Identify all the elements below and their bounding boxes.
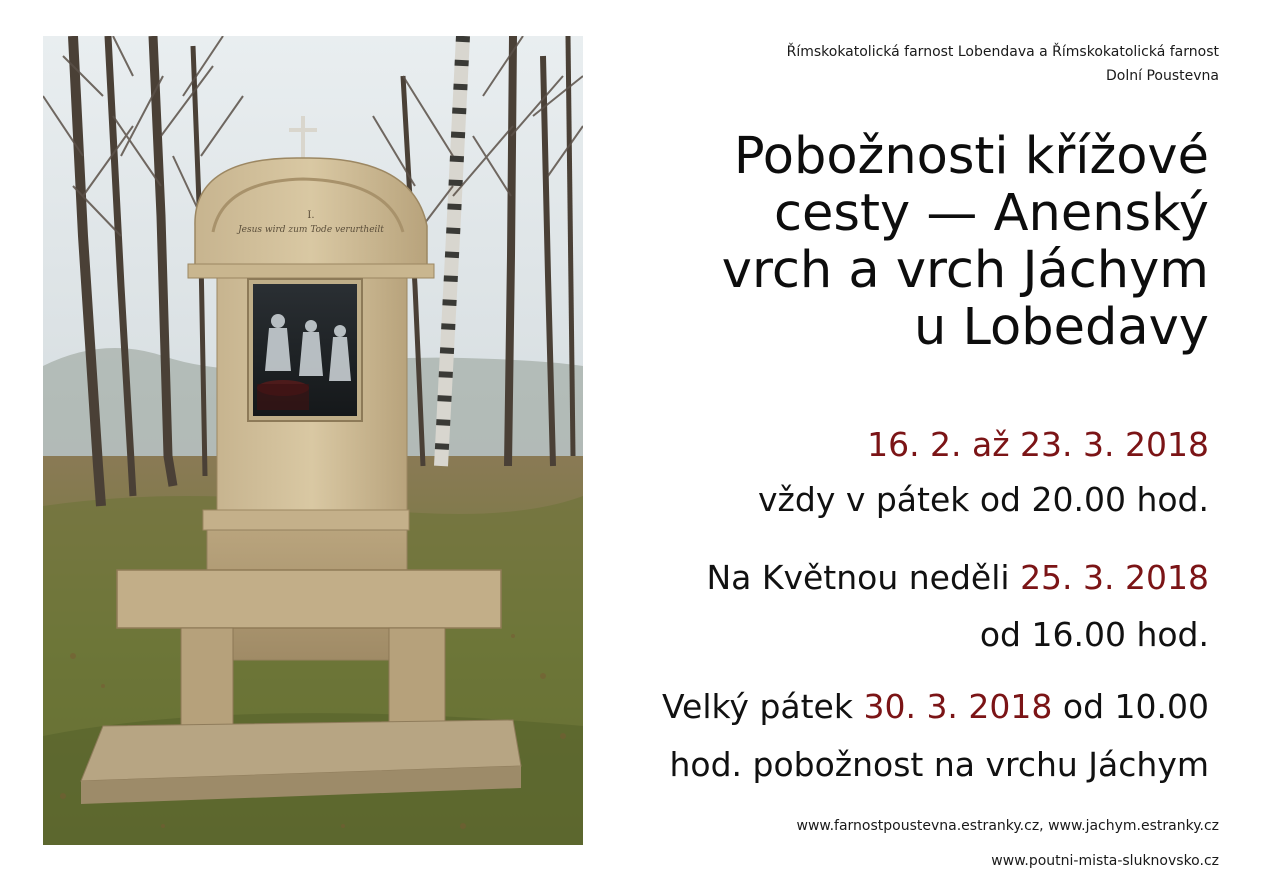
parish-line-1: Římskokatolická farnost Lobendava a Římskokatolická farnost (786, 44, 1219, 60)
good-friday-time: od 10.00 (1052, 687, 1209, 726)
period-detail: vždy v pátek od 20.00 hod. (758, 480, 1209, 519)
good-friday-date: 30. 3. 2018 (863, 687, 1053, 726)
title-line-1: Pobožnosti křížové (733, 127, 1209, 186)
schedule-good-friday (549, 678, 1209, 794)
period-dates: 16. 2. až 23. 3. 2018 (867, 425, 1209, 464)
website-links[interactable]: www.farnostpoustevna.estranky.cz, www.jachym.estranky.cz (796, 818, 1219, 834)
parish-line-2: Dolní Poustevna (1106, 68, 1219, 84)
palm-sunday-line (549, 549, 1209, 606)
palm-sunday-label: Na Květnou neděli (706, 558, 1021, 597)
title-line-4: u Lobedavy (914, 298, 1209, 357)
svg-text:I.: I. (307, 210, 315, 221)
website-link-pilgrimage[interactable]: www.poutni-mista-sluknovsko.cz (991, 853, 1219, 869)
palm-sunday-date: 25. 3. 2018 (1020, 558, 1209, 597)
page-title (589, 128, 1209, 356)
good-friday-label: Velký pátek (662, 687, 864, 726)
schedule-palm-sunday (549, 549, 1209, 663)
schedule-period (549, 417, 1209, 527)
title-line-3: vrch a vrch Jáchym (721, 241, 1209, 300)
parish-header (659, 40, 1219, 88)
title-line-2: cesty — Anenský (774, 184, 1209, 243)
palm-sunday-time: od 16.00 hod. (979, 615, 1209, 654)
station-illustration (43, 36, 583, 845)
good-friday-detail: hod. pobožnost na vrchu Jáchym (669, 745, 1209, 784)
good-friday-line (549, 678, 1209, 736)
stone-inscription: Jesus wird zum Tode verurtheilt (238, 225, 384, 235)
station-photo (43, 36, 583, 845)
